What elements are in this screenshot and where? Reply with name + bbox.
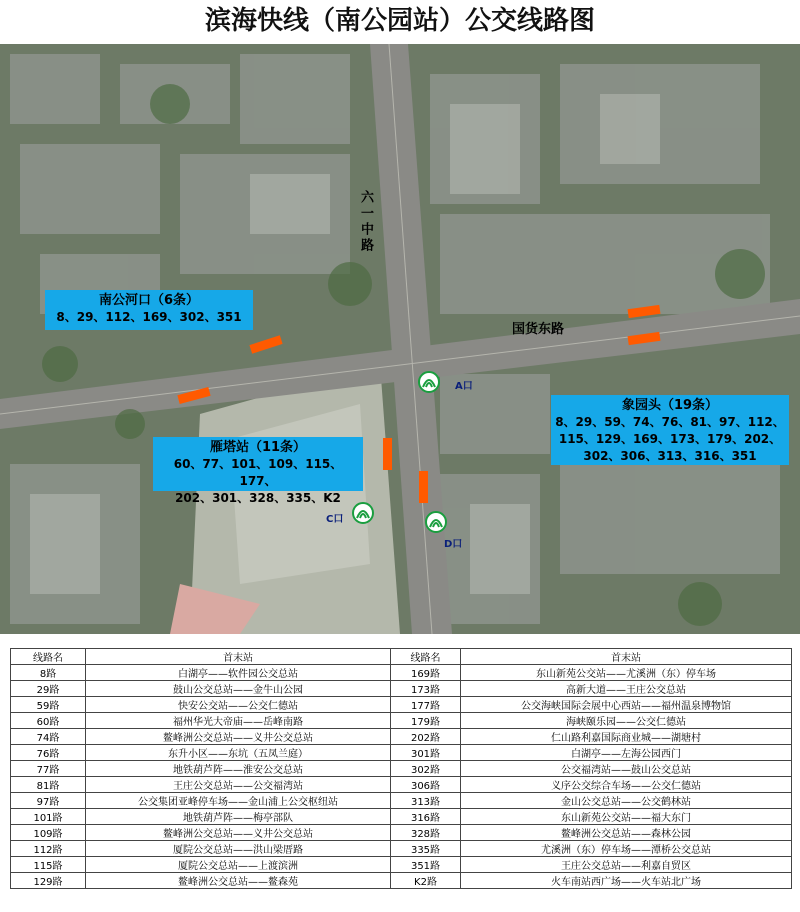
table-row — [11, 665, 792, 681]
stop-routes-line: 8、29、59、74、76、81、97、112、 — [555, 415, 785, 429]
route-terminals-cell: 东山新苑公交站——尤溪洲（东）停车场 — [461, 665, 792, 681]
column-header: 线路名 — [391, 649, 461, 665]
route-name-cell: 60路 — [11, 713, 86, 729]
route-table-body — [11, 665, 792, 889]
table-header-row — [11, 649, 792, 665]
route-terminals-cell: 金山公交总站——公交鹤林站 — [461, 793, 792, 809]
aerial-map — [0, 44, 800, 634]
stop-name: 雁塔站（11条） — [209, 440, 307, 455]
route-name-cell: 74路 — [11, 729, 86, 745]
route-name-cell: 202路 — [391, 729, 461, 745]
route-terminals-cell: 海峡颐乐园——公交仁德站 — [461, 713, 792, 729]
route-name-cell: 351路 — [391, 857, 461, 873]
exit-label-c: C口 — [326, 514, 344, 525]
route-name-cell: 112路 — [11, 841, 86, 857]
route-name-cell: 177路 — [391, 697, 461, 713]
table-row — [11, 745, 792, 761]
route-terminals-cell: 义序公交综合车场——公交仁德站 — [461, 777, 792, 793]
route-name-cell: 109路 — [11, 825, 86, 841]
route-terminals-cell: 白湖亭——左海公园西门 — [461, 745, 792, 761]
road-label-liuyi-road: 六一中路 — [358, 190, 373, 254]
metro-exit-icon — [418, 371, 440, 393]
stop-name: 南公河口（6条） — [98, 293, 200, 308]
route-terminals-cell: 尤溪洲（东）停车场——潭桥公交总站 — [461, 841, 792, 857]
page-title: 滨海快线（南公园站）公交线路图 — [204, 6, 595, 36]
table-row — [11, 857, 792, 873]
table-row — [11, 697, 792, 713]
table-row — [11, 681, 792, 697]
route-table — [10, 648, 792, 889]
route-terminals-cell: 鳌峰洲公交总站——鳌森苑 — [86, 873, 391, 889]
route-name-cell: 313路 — [391, 793, 461, 809]
stop-routes-line: 115、129、169、173、179、202、 — [558, 432, 782, 446]
column-header: 线路名 — [11, 649, 86, 665]
metro-exit-icon — [352, 502, 374, 524]
table-row — [11, 793, 792, 809]
table-row — [11, 777, 792, 793]
route-terminals-cell: 地铁葫芦阵——淮安公交总站 — [86, 761, 391, 777]
stop-label-yanta — [153, 437, 363, 505]
route-terminals-cell: 厦院公交总站——洪山梁厝路 — [86, 841, 391, 857]
route-terminals-cell: 福州华光大帝庙——岳峰南路 — [86, 713, 391, 729]
stop-routes-line: 202、301、328、335、K2 — [175, 491, 341, 505]
column-header: 首末站 — [86, 649, 391, 665]
route-name-cell: 97路 — [11, 793, 86, 809]
route-terminals-cell: 鳌峰洲公交总站——义井公交总站 — [86, 729, 391, 745]
table-row — [11, 761, 792, 777]
route-name-cell: 8路 — [11, 665, 86, 681]
route-terminals-cell: 快安公交站——公交仁德站 — [86, 697, 391, 713]
route-name-cell: 101路 — [11, 809, 86, 825]
route-terminals-cell: 鼓山公交总站——金牛山公园 — [86, 681, 391, 697]
exit-label-a: A口 — [455, 381, 473, 392]
route-terminals-cell: 公交集团亚峰停车场——金山浦上公交枢纽站 — [86, 793, 391, 809]
bus-stop-marker — [383, 438, 392, 470]
route-terminals-cell: 公交福湾站——鼓山公交总站 — [461, 761, 792, 777]
stop-name: 象园头（19条） — [621, 398, 719, 413]
column-header: 首末站 — [461, 649, 792, 665]
route-name-cell: 115路 — [11, 857, 86, 873]
route-name-cell: 129路 — [11, 873, 86, 889]
table-row — [11, 713, 792, 729]
route-name-cell: 59路 — [11, 697, 86, 713]
route-name-cell: 301路 — [391, 745, 461, 761]
route-terminals-cell: 王庄公交总站——利嘉自贸区 — [461, 857, 792, 873]
route-name-cell: 169路 — [391, 665, 461, 681]
route-name-cell: 316路 — [391, 809, 461, 825]
route-name-cell: 29路 — [11, 681, 86, 697]
route-name-cell: 77路 — [11, 761, 86, 777]
table-row — [11, 825, 792, 841]
route-name-cell: 76路 — [11, 745, 86, 761]
table-row — [11, 809, 792, 825]
route-terminals-cell: 白湖亭——软件园公交总站 — [86, 665, 391, 681]
route-terminals-cell: 鳌峰洲公交总站——义井公交总站 — [86, 825, 391, 841]
route-name-cell: 328路 — [391, 825, 461, 841]
route-name-cell: 179路 — [391, 713, 461, 729]
table-row — [11, 873, 792, 889]
stop-routes: 8、29、112、169、302、351 — [56, 310, 242, 324]
route-terminals-cell: 仁山路利嘉国际商业城——湖塘村 — [461, 729, 792, 745]
route-name-cell: 173路 — [391, 681, 461, 697]
table-row — [11, 729, 792, 745]
table-row — [11, 841, 792, 857]
exit-label-d: D口 — [444, 539, 463, 550]
route-name-cell: 335路 — [391, 841, 461, 857]
route-name-cell: 81路 — [11, 777, 86, 793]
stop-label-xiangyuantou — [551, 395, 789, 465]
stop-routes-line: 302、306、313、316、351 — [583, 449, 757, 463]
route-terminals-cell: 厦院公交总站——上渡滨洲 — [86, 857, 391, 873]
route-terminals-cell: 公交海峡国际会展中心西站——福州温泉博物馆 — [461, 697, 792, 713]
route-terminals-cell: 东升小区——东坑（五凤兰庭） — [86, 745, 391, 761]
map-background — [0, 44, 800, 634]
route-name-cell: 306路 — [391, 777, 461, 793]
stop-routes-line: 60、77、101、109、115、177、 — [173, 457, 343, 488]
metro-exit-icon — [425, 511, 447, 533]
route-terminals-cell: 鳌峰洲公交总站——森林公园 — [461, 825, 792, 841]
stop-label-nangonghekou — [45, 290, 253, 330]
route-terminals-cell: 王庄公交总站——公交福湾站 — [86, 777, 391, 793]
route-name-cell: K2路 — [391, 873, 461, 889]
route-terminals-cell: 东山新苑公交站——福大东门 — [461, 809, 792, 825]
route-terminals-cell: 火车南站西广场——火车站北广场 — [461, 873, 792, 889]
bus-stop-marker — [419, 471, 428, 503]
route-terminals-cell: 高新大道——王庄公交总站 — [461, 681, 792, 697]
route-terminals-cell: 地铁葫芦阵——梅亭部队 — [86, 809, 391, 825]
road-label-guohuo-road: 国货东路 — [512, 322, 565, 337]
route-name-cell: 302路 — [391, 761, 461, 777]
